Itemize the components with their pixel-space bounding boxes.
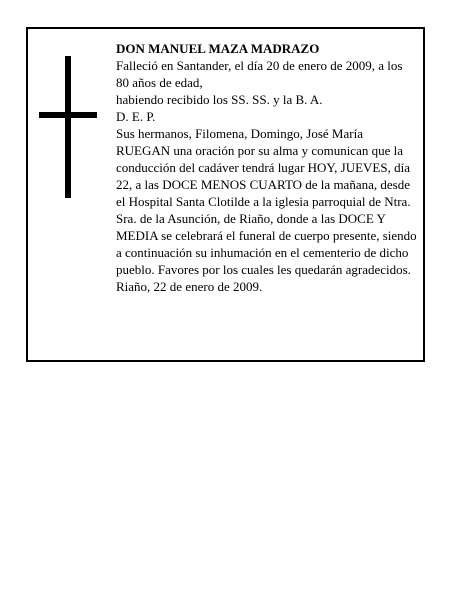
notice-text [116, 40, 418, 295]
deceased-name: DON MANUEL MAZA MADRAZO [116, 41, 320, 56]
rip-line: D. E. P. [116, 109, 156, 124]
sacraments-line: habiendo recibido los SS. SS. y la B. A. [116, 92, 323, 107]
death-line: Falleció en Santander, el día 20 de enero de 2009, a los 80 años de edad, [116, 58, 403, 90]
obituary-notice [26, 27, 425, 362]
latin-cross-icon [39, 56, 97, 198]
closing-line: Riaño, 22 de enero de 2009. [116, 279, 263, 294]
cross-horizontal-bar [39, 112, 97, 118]
notice-body: Sus hermanos, Filomena, Domingo, José María RUEGAN una oración por su alma y comunican que la conducción del cadáver tendrá lugar HOY, JUEVES, día 22, a las DOCE MENOS CUARTO de la mañana, desde el Hospital Santa Clotilde a la iglesia parroquial de Ntra. Sra. de la Asunción, de Riaño, donde a las DOCE Y MEDIA se celebrará el funeral de cuerpo presente, siendo a continuación su inhumación en el cementerio de dicho pueblo. Favores por los cuales les quedarán agradecidos. [116, 126, 417, 277]
cross-vertical-bar [65, 56, 71, 198]
